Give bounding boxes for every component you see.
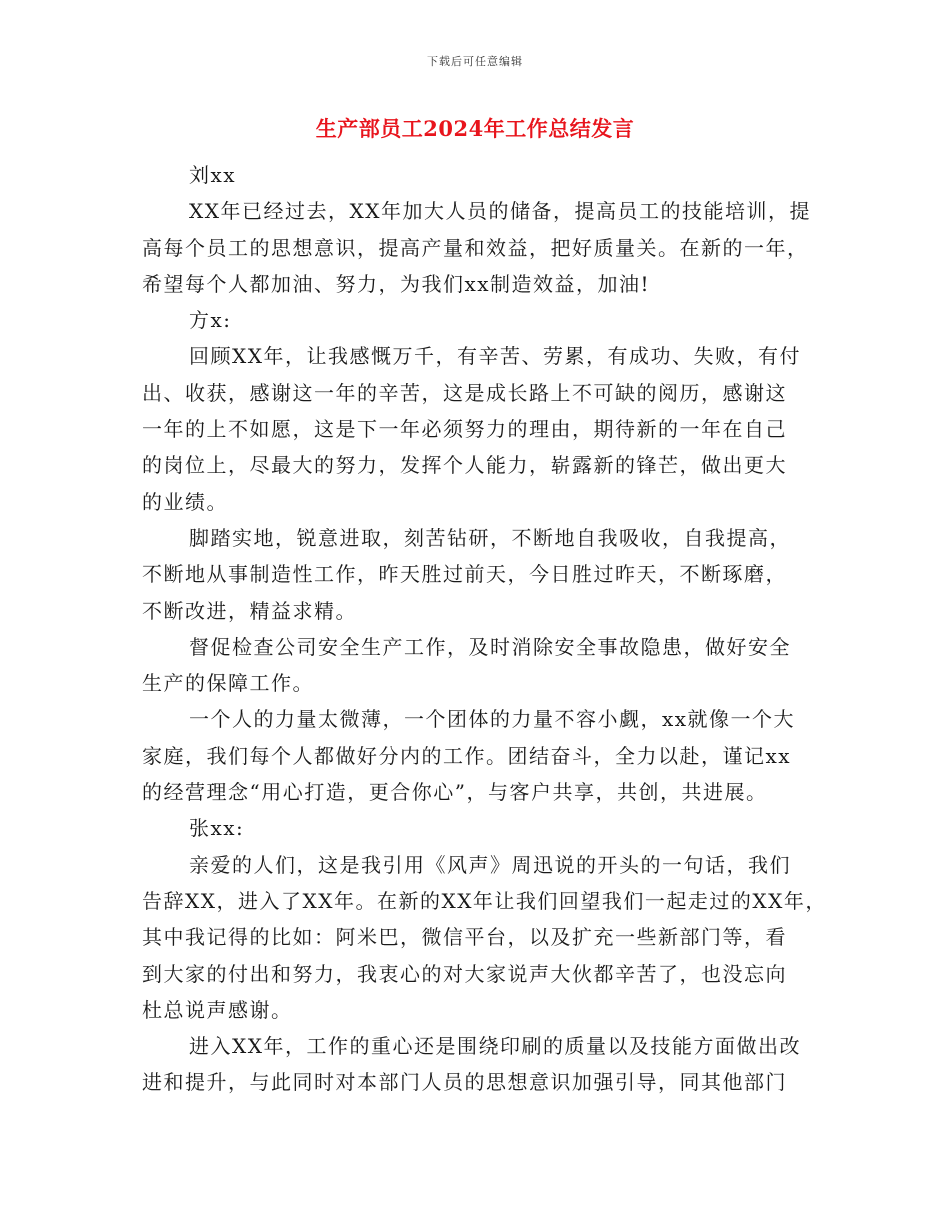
paragraph (142, 847, 827, 1028)
text-line: 督促检查公司安全生产工作，及时消除安全事故隐患，做好安全 (189, 634, 791, 659)
text-line: 刘xx (189, 163, 237, 187)
document-title: 生产部员工2024年工作总结发言 (315, 116, 635, 141)
text-line: 进入XX年，工作的重心还是围绕印刷的质量以及技能方面做出改 (189, 1034, 801, 1059)
paragraph-speaker-fang (142, 302, 810, 338)
paragraph (142, 193, 810, 302)
text-line: 一个人的力量太微薄，一个团体的力量不容小觑，xx就像一个大 (189, 707, 796, 732)
paragraph (142, 338, 810, 519)
text-line: XX年已经过去，XX年加大人员的储备，提高员工的技能培训，提 (189, 199, 811, 224)
text-line: 其中我记得的比如：阿米巴，微信平台，以及扩充一些新部门等，看 (142, 925, 787, 950)
text-line: 亲爱的人们，这是我引用《风声》周迅说的开头的一句话，我们 (189, 852, 791, 877)
text-line: 高每个员工的思想意识，提高产量和效益，把好质量关。在新的一年， (142, 235, 809, 260)
text-line: 的业绩。 (142, 489, 228, 514)
text-line: 张xx: (189, 816, 245, 841)
text-line: 不断地从事制造性工作，昨天胜过前天，今日胜过昨天，不断琢磨， (142, 562, 787, 587)
text-line: 告辞XX，进入了XX年。在新的XX年让我们回望我们一起走过的XX年， (142, 888, 827, 913)
paragraph (142, 520, 810, 629)
paragraph (142, 1028, 810, 1101)
text-line: 出、收获，感谢这一年的辛苦，这是成长路上不可缺的阅历，感谢这 (142, 380, 787, 405)
paragraph (142, 629, 810, 702)
text-line: 进和提升，与此同时对本部门人员的思想意识加强引导，同其他部门 (142, 1070, 787, 1095)
header-note: 下载后可任意编辑 (427, 55, 523, 68)
paragraph-speaker-liu (142, 157, 810, 193)
text-line: 脚踏实地，锐意进取，刻苦钻研，不断地自我吸收，自我提高， (189, 525, 791, 550)
text-line: 家庭，我们每个人都做好分内的工作。团结奋斗，全力以赴，谨记xx (142, 743, 792, 768)
text-line: 一年的上不如愿，这是下一年必须努力的理由，期待新的一年在自己 (142, 417, 787, 442)
document-body (142, 157, 827, 1101)
text-line: 不断改进，精益求精。 (142, 598, 357, 623)
paragraph-speaker-zhang (142, 810, 810, 846)
text-line: 的岗位上，尽最大的努力，发挥个人能力，崭露新的锋芒，做出更大 (142, 453, 787, 478)
text-line: 方x: (189, 308, 232, 333)
text-line: 生产的保障工作。 (142, 671, 314, 696)
text-line: 杜总说声感谢。 (142, 997, 293, 1022)
text-line: 回顾XX年，让我感慨万千，有辛苦、劳累，有成功、失败，有付 (189, 344, 801, 369)
paragraph (142, 701, 810, 810)
text-line: 的经营理念“用心打造，更合你心”，与客户共享，共创，共进展。 (142, 780, 768, 805)
text-line: 到大家的付出和努力，我衷心的对大家说声大伙都辛苦了，也没忘向 (142, 961, 787, 986)
text-line: 希望每个人都加油、努力，为我们xx制造效益，加油! (142, 271, 651, 296)
